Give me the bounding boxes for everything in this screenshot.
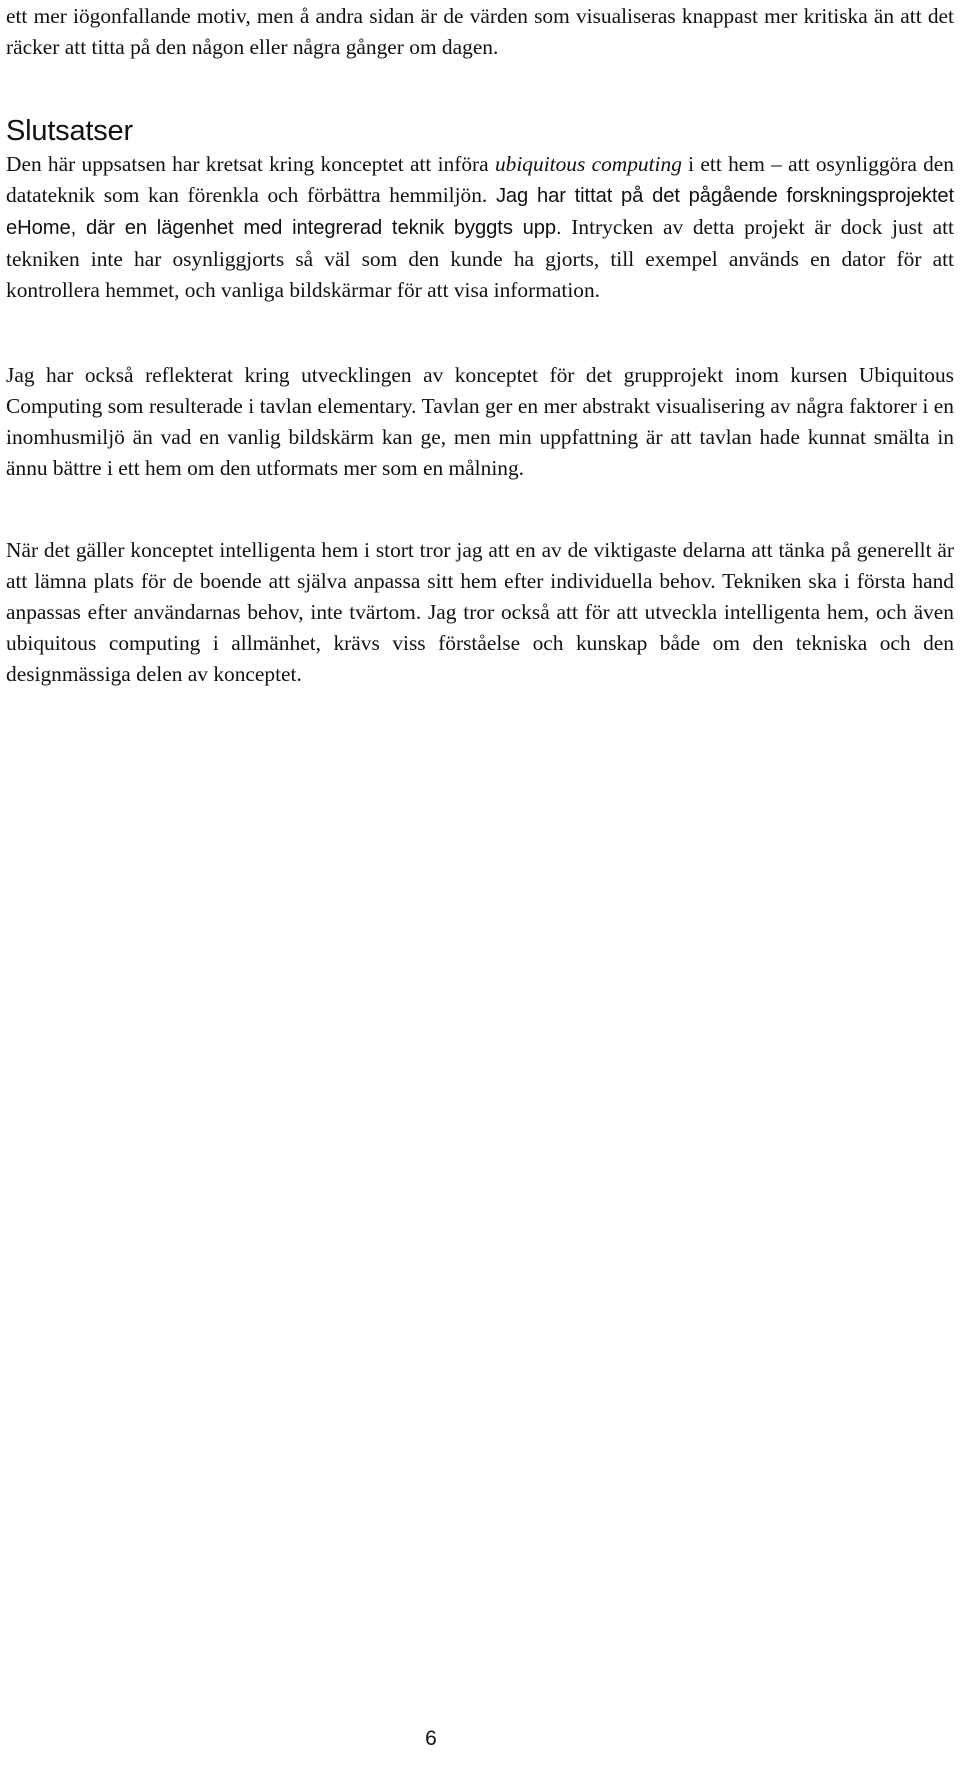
- paragraph-1-italic-term: ubiquitous computing: [494, 152, 682, 176]
- paragraph-1-text-b: Jag har tittat på det pågående forskningsprojektet eHome, där en lägenhet med integrerad teknik byggts upp.: [6, 185, 954, 239]
- conclusion-paragraph-2: Jag har också reflekterat kring utvecklingen av konceptet för det grupprojekt inom kursen Ubiquitous Computing som resulterade i tavlan elementary. Tavlan ger en mer abstrakt visualisering av några faktorer i en inomhusmiljö än vad en vanlig bildskärm kan ge, men min uppfattning är att tavlan hade kunnat smälta in ännu bättre i ett hem om den utformats mer som en målning.: [6, 363, 954, 480]
- paragraph-1-text-a-rest: i ett hem – att osynliggöra den datateknik som kan förenkla och förbättra hemmiljön.: [6, 152, 954, 207]
- conclusion-paragraph-3: När det gäller konceptet intelligenta hem i stort tror jag att en av de viktigaste delarna att tänka på generellt är att lämna plats för de boende att själva anpassa sitt hem efter individuella behov. Tekniken ska i första hand anpassas efter användarnas behov, inte tvärtom. Jag tror också att för att utveckla intelligenta hem, och även ubiquitous computing i allmänhet, krävs viss förståelse och kunskap både om den tekniska och den designmässiga delen av konceptet.: [6, 538, 954, 686]
- paragraph-1-text-a: Den här uppsatsen har kretsat kring konceptet att införa: [6, 152, 495, 176]
- section-heading: Slutsatser: [6, 115, 133, 147]
- page-number: 6: [425, 1727, 437, 1750]
- conclusion-paragraph-1: [6, 149, 954, 306]
- intro-paragraph: ett mer iögonfallande motiv, men å andra sidan är de värden som visualiseras knappast mer kritiska än att det räcker att titta på den någon eller några gånger om dagen.: [6, 4, 954, 59]
- paragraph-1-text-c: Intrycken av detta projekt är dock just att tekniken inte har osynliggjorts så väl som den kunde ha gjorts, till exempel används en dator för att kontrollera hemmet, och vanliga bildskärmar för att visa information.: [6, 215, 954, 302]
